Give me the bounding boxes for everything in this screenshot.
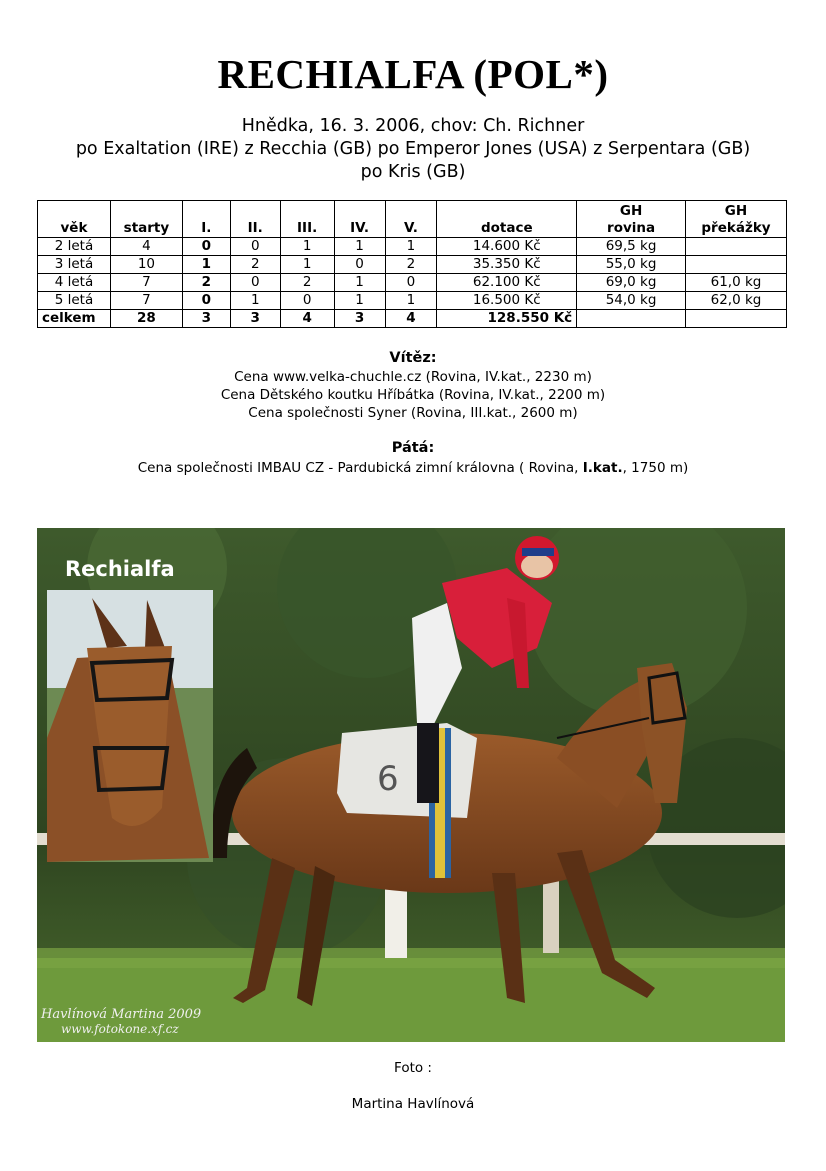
cell-p3: 0 — [280, 292, 334, 310]
cell-p1: 0 — [182, 292, 230, 310]
cell-p2: 3 — [230, 310, 280, 328]
cell-gh-jump — [686, 310, 787, 328]
cell-p2: 0 — [230, 274, 280, 292]
cell-p5: 2 — [385, 256, 437, 274]
horse-photo — [37, 528, 785, 1042]
cell-starts: 4 — [110, 238, 182, 256]
header-age: věk — [38, 201, 111, 238]
cell-p1: 0 — [182, 238, 230, 256]
racing-stats-table — [37, 200, 787, 328]
cell-gh-jump — [686, 256, 787, 274]
cell-gh-flat — [577, 310, 686, 328]
cell-p1: 3 — [182, 310, 230, 328]
winner-race-1: Cena www.velka-chuchle.cz (Rovina, IV.kat., 2230 m) — [234, 369, 592, 385]
cell-gh-flat: 69,0 kg — [577, 274, 686, 292]
horse-title: RECHIALFA (POL*) — [217, 51, 609, 97]
header-prize: dotace — [437, 201, 577, 238]
cell-gh-flat: 69,5 kg — [577, 238, 686, 256]
cell-starts: 7 — [110, 274, 182, 292]
table-total-row — [38, 310, 787, 328]
fifth-race: Cena společnosti IMBAU CZ - Pardubická zimní královna ( Rovina, I.kat., 1750 m) — [137, 460, 689, 476]
header-gh-flat: GH rovina — [577, 201, 686, 238]
table-row — [38, 238, 787, 256]
cell-p3: 4 — [280, 310, 334, 328]
cell-gh-flat: 54,0 kg — [577, 292, 686, 310]
cell-p3: 1 — [280, 238, 334, 256]
watermark-name: Havlínová Martina 2009 — [41, 1007, 202, 1022]
cell-prize: 14.600 Kč — [437, 238, 577, 256]
header-place-1: I. — [182, 201, 230, 238]
header-place-5: V. — [385, 201, 437, 238]
cell-prize: 16.500 Kč — [437, 292, 577, 310]
photo-name-overlay: Rechialfa — [65, 557, 175, 581]
saddle-number: 6 — [377, 759, 399, 799]
cell-p4: 0 — [334, 256, 385, 274]
cell-p5: 0 — [385, 274, 437, 292]
table-header-row — [38, 201, 787, 238]
winner-race-2: Cena Dětského koutku Hříbátka (Rovina, IV.kat., 2200 m) — [220, 387, 606, 403]
cell-gh-flat: 55,0 kg — [577, 256, 686, 274]
winner-race-3: Cena společnosti Syner (Rovina, III.kat., 2600 m) — [248, 405, 578, 421]
cell-p3: 2 — [280, 274, 334, 292]
watermark-url: www.fotokone.xf.cz — [61, 1022, 179, 1036]
cell-p5: 1 — [385, 292, 437, 310]
cell-gh-jump — [686, 238, 787, 256]
cell-age: 3 letá — [38, 256, 111, 274]
winner-heading: Vítěz: — [389, 350, 437, 366]
header-starts: starty — [110, 201, 182, 238]
info-line-3: po Kris (GB) — [360, 162, 466, 182]
cell-gh-jump: 61,0 kg — [686, 274, 787, 292]
cell-age: celkem — [38, 310, 111, 328]
cell-p4: 1 — [334, 292, 385, 310]
header-place-2: II. — [230, 201, 280, 238]
header-place-4: IV. — [334, 201, 385, 238]
cell-p2: 1 — [230, 292, 280, 310]
photographer-name: Martina Havlínová — [351, 1096, 475, 1112]
table-row — [38, 256, 787, 274]
table-row — [38, 274, 787, 292]
cell-p4: 1 — [334, 274, 385, 292]
cell-starts: 28 — [110, 310, 182, 328]
cell-p3: 1 — [280, 256, 334, 274]
cell-p5: 4 — [385, 310, 437, 328]
cell-p1: 2 — [182, 274, 230, 292]
cell-gh-jump: 62,0 kg — [686, 292, 787, 310]
info-line-1: Hnědka, 16. 3. 2006, chov: Ch. Richner — [241, 116, 585, 136]
fifth-heading: Pátá: — [391, 440, 435, 456]
cell-prize: 35.350 Kč — [437, 256, 577, 274]
info-line-2: po Exaltation (IRE) z Recchia (GB) po Emperor Jones (USA) z Serpentara (GB) — [75, 139, 751, 159]
cell-p2: 2 — [230, 256, 280, 274]
cell-p4: 1 — [334, 238, 385, 256]
cell-prize: 62.100 Kč — [437, 274, 577, 292]
cell-age: 2 letá — [38, 238, 111, 256]
header-gh-jump: GH překážky — [686, 201, 787, 238]
cell-p4: 3 — [334, 310, 385, 328]
cell-p2: 0 — [230, 238, 280, 256]
cell-age: 5 letá — [38, 292, 111, 310]
cell-age: 4 letá — [38, 274, 111, 292]
header-place-3: III. — [280, 201, 334, 238]
cell-prize: 128.550 Kč — [437, 310, 577, 328]
table-row — [38, 292, 787, 310]
cell-starts: 7 — [110, 292, 182, 310]
cell-starts: 10 — [110, 256, 182, 274]
foto-label: Foto : — [394, 1060, 432, 1076]
cell-p5: 1 — [385, 238, 437, 256]
cell-p1: 1 — [182, 256, 230, 274]
